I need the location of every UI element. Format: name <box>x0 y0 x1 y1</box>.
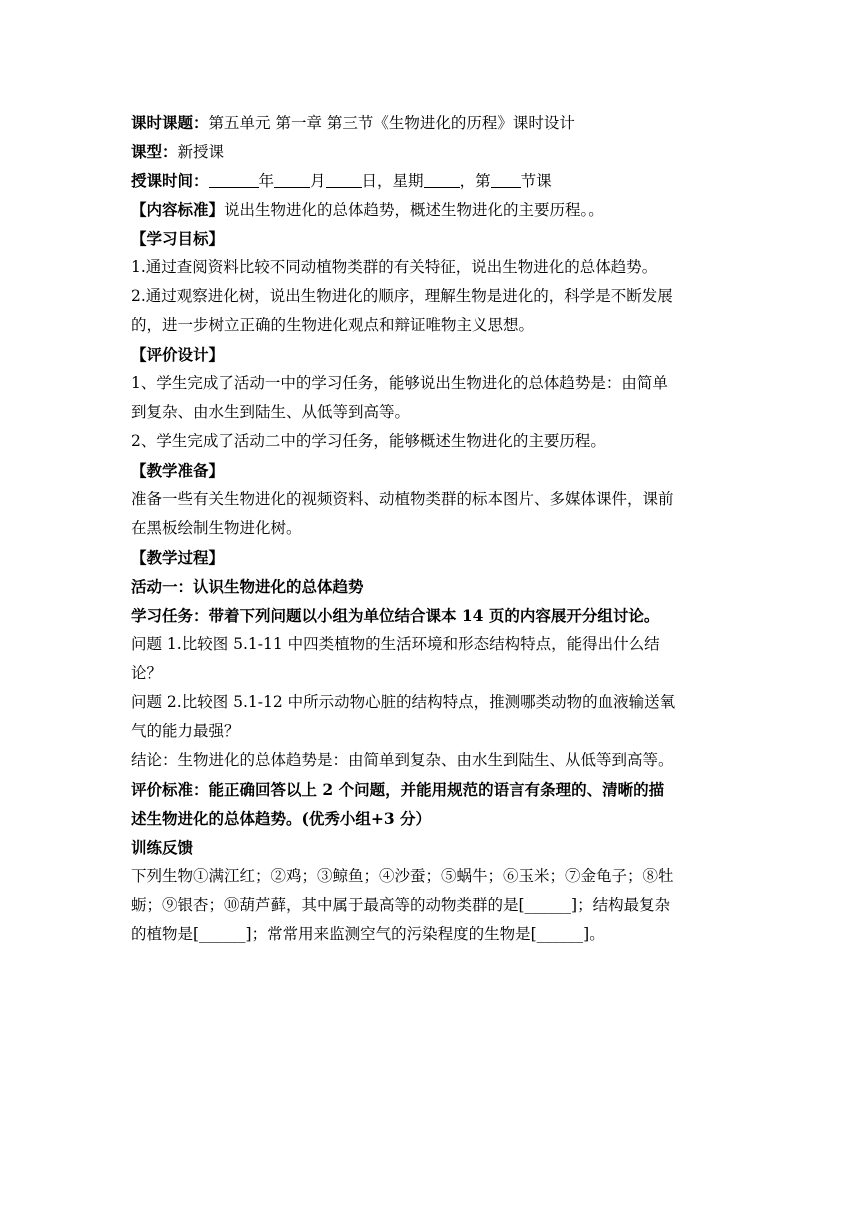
question-2-line-1: 问题 2.比较图 5.1-12 中所示动物心脏的结构特点，推测哪类动物的血液输送氧 <box>131 693 676 711</box>
objective-item-2-line-2: 的，进一步树立正确的生物进化观点和辩证唯物主义思想。 <box>131 316 535 334</box>
question-1-line-2: 论？ <box>131 664 163 682</box>
evaluation-item-1-line-1: 1、学生完成了活动一中的学习任务，能够说出生物进化的总体趋势是：由简单 <box>131 374 668 392</box>
lesson-type-line <box>131 137 731 166</box>
activity-1-title: 活动一：认识生物进化的总体趋势 <box>131 577 364 596</box>
lesson-time-label: 授课时间： <box>131 171 209 190</box>
period-end-text: 节课 <box>520 172 552 190</box>
month-text: 月 <box>310 172 326 190</box>
lesson-topic-value: 第五单元 第一章 第三节《生物进化的历程》课时设计 <box>208 114 575 132</box>
month-blank <box>274 172 310 188</box>
feedback-title: 训练反馈 <box>131 838 194 857</box>
year-blank <box>209 172 259 188</box>
period-sep-text: ，第 <box>459 172 491 190</box>
objective-item-2-line-1: 2.通过观察进化树，说出生物进化的顺序，理解生物是进化的，科学是不断发展 <box>131 287 673 305</box>
question-2-line-2: 气的能力最强？ <box>131 722 240 740</box>
feedback-line-1: 下列生物①满江红；②鸡；③鲸鱼；④沙蚕；⑤蜗牛；⑥玉米；⑦金龟子；⑧牡 <box>131 867 674 885</box>
evaluation-heading: 【评价设计】 <box>131 345 225 364</box>
feedback-line-3: 的植物是[______]；常常用来监测空气的污染程度的生物是[______]。 <box>131 925 605 943</box>
weekday-blank <box>424 172 460 188</box>
question-1-line-1: 问题 1.比较图 5.1-11 中四类植物的生活环境和形态结构特点，能得出什么结 <box>131 635 660 653</box>
learning-task: 学习任务：带着下列问题以小组为单位结合课本 14 页的内容展开分组讨论。 <box>131 606 660 625</box>
lesson-type-label: 课型： <box>131 142 178 161</box>
feedback-line-2: 蛎；⑨银杏；⑩葫芦藓，其中属于最高等的动物类群的是[______]；结构最复杂 <box>131 896 671 914</box>
criteria-line-1: 评价标准：能正确回答以上 2 个问题，并能用规范的语言有条理的、清晰的描 <box>131 780 665 799</box>
objectives-heading: 【学习目标】 <box>131 229 225 248</box>
preparation-line-2: 在黑板绘制生物进化树。 <box>131 519 302 537</box>
criteria-line-2: 述生物进化的总体趋势。(优秀小组+3 分） <box>131 809 432 828</box>
period-blank <box>491 172 521 188</box>
lesson-topic-line <box>131 108 731 137</box>
content-standard-heading: 【内容标准】 <box>131 200 225 219</box>
preparation-line-1: 准备一些有关生物进化的视频资料、动植物类群的标本图片、多媒体课件，课前 <box>131 490 674 508</box>
document-page <box>131 108 731 949</box>
process-heading: 【教学过程】 <box>131 548 225 567</box>
objective-item-1: 1.通过查阅资料比较不同动植物类群的有关特征，说出生物进化的总体趋势。 <box>131 258 658 276</box>
evaluation-item-2: 2、学生完成了活动二中的学习任务，能够概述生物进化的主要历程。 <box>131 432 606 450</box>
lesson-time-line <box>131 166 731 195</box>
preparation-heading: 【教学准备】 <box>131 461 225 480</box>
lesson-type-value: 新授课 <box>177 143 225 161</box>
year-text: 年 <box>258 172 275 190</box>
content-standard-line <box>131 195 731 224</box>
lesson-topic-label: 课时课题： <box>131 113 209 132</box>
conclusion: 结论：生物进化的总体趋势是：由简单到复杂、由水生到陆生、从低等到高等。 <box>131 751 674 769</box>
day-blank <box>326 172 362 188</box>
content-standard-text: 说出生物进化的总体趋势，概述生物进化的主要历程。。 <box>224 201 604 219</box>
evaluation-item-1-line-2: 到复杂、由水生到陆生、从低等到高等。 <box>131 403 411 421</box>
day-text: 日，星期 <box>361 172 424 190</box>
